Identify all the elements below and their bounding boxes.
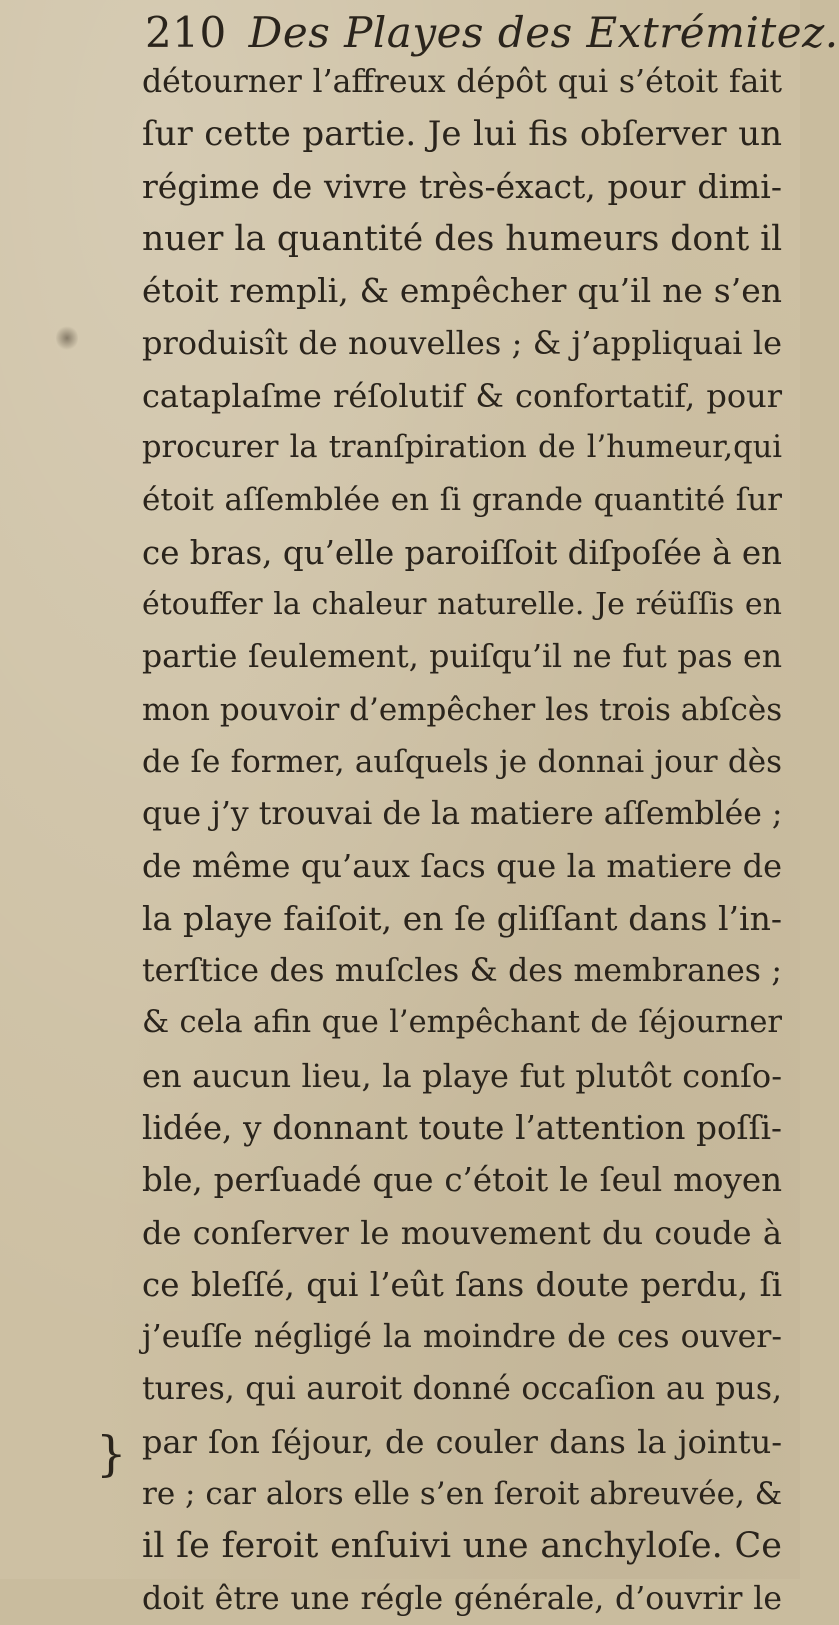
text-line: ſur cette partie. Je lui fis obſerver un xyxy=(142,114,782,155)
running-title: Des Playes des Extrémitez. xyxy=(248,8,839,57)
body-text xyxy=(142,56,782,1625)
text-line: la playe faiſoit, en ſe gliſſant dans l’in- xyxy=(142,898,782,938)
text-line: & cela afin que l’empêchant de ſéjourner xyxy=(142,1005,782,1041)
ink-stain xyxy=(56,325,78,351)
text-line: cataplaſme réſolutif & confortatif, pour xyxy=(142,376,782,415)
margin-bracket-mark: } xyxy=(96,1426,127,1482)
text-line: j’euſſe négligé la moindre de ces ouver- xyxy=(142,1319,782,1356)
text-line: de même qu’aux ſacs que la matiere de xyxy=(142,847,782,886)
text-line: mon pouvoir d’empêcher les trois abſcès xyxy=(142,691,783,728)
text-line: de ſe former, auſquels je donnai jour dès xyxy=(142,743,782,780)
text-line: étoit rempli, & empêcher qu’il ne s’en xyxy=(142,271,782,311)
text-line: en aucun lieu, la playe fut plutôt conſo- xyxy=(142,1056,782,1095)
text-line: il ſe feroit enſuivi une anchyloſe. Ce xyxy=(142,1526,782,1567)
text-line: lidée, y donnant toute l’attention poſſi- xyxy=(142,1108,782,1147)
text-line: tures, qui auroit donné occaſion au pus, xyxy=(142,1371,782,1408)
text-line: de conſerver le mouvement du coude à xyxy=(142,1213,782,1252)
text-line: nuer la quantité des humeurs dont il xyxy=(142,218,783,259)
text-line: procurer la tranſpiration de l’humeur,qui xyxy=(142,430,782,466)
text-line: doit être une régle générale, d’ouvrir le xyxy=(142,1580,782,1617)
text-line: étoit aſſemblée en ſi grande quantité ſur xyxy=(142,482,782,519)
text-line: ble, perſuadé que c’étoit le ſeul moyen xyxy=(142,1161,782,1200)
text-line: régime de vivre très-éxact, pour dimi- xyxy=(142,166,782,206)
page-number: 210 xyxy=(145,8,227,57)
text-line: re ; car alors elle s’en ſeroit abreuvée, & xyxy=(142,1476,783,1513)
text-line: terſtice des muſcles & des membranes ; xyxy=(142,953,782,990)
text-line: par ſon ſéjour, de couler dans la jointu- xyxy=(142,1422,782,1461)
running-head xyxy=(145,8,839,57)
text-line: ce bras, qu’elle paroiſſoit diſpoſée à en xyxy=(142,533,782,572)
text-line: détourner l’affreux dépôt qui s’étoit fait xyxy=(142,64,782,100)
text-line: étouffer la chaleur naturelle. Je réüſſis en xyxy=(142,586,782,622)
text-line: produisît de nouvelles ; & j’appliquai le xyxy=(142,324,782,363)
text-line: que j’y trouvai de la matiere aſſemblée ; xyxy=(142,796,783,833)
text-line: partie ſeulement, puiſqu’il ne fut pas en xyxy=(142,639,782,676)
text-line: ce bleſſé, qui l’eût ſans doute perdu, ſi xyxy=(142,1265,782,1304)
